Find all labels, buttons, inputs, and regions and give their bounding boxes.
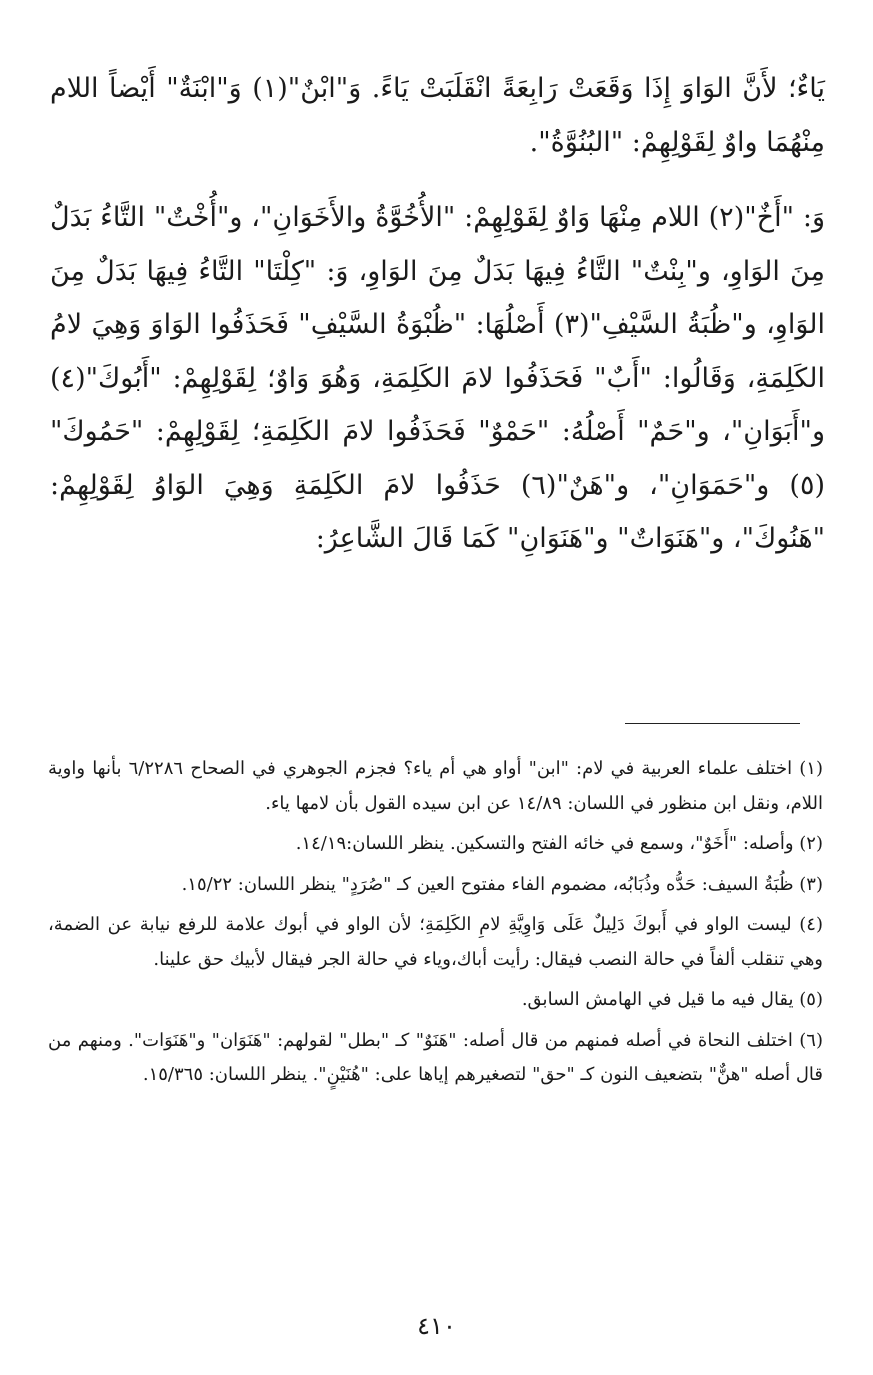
footnote-3: (٣) ظُبَةُ السيف: حَدُّه وذُبَابُه، مضموم الفاء مفتوح العين كـ "صُرَدٍ" ينظر اللسان: ١٥/٢٢. [181,873,823,895]
page-number: ٤١٠ [417,1312,456,1340]
footnotes [48,752,823,1099]
paragraph-1: يَاءٌ؛ لأَنَّ الوَاوَ إِذَا وَقَعَتْ رَابِعَةً انْقَلَبَتْ يَاءً. وَ"ابْنٌ"(١) وَ"ابْنَةٌ" أَيْضاً اللام مِنْهُمَا واوٌ لِقَوْلِهِمْ: "البُنُوَّةُ". [50,73,825,158]
footnote-6: (٦) اختلف النحاة في أصله فمنهم من قال أصله: "هَنَوٌ" كـ "بطل" لقولهم: "هَنَوَان" و"هَنَوَات". ومنهم من قال أصله "هنٌّ" بتضعيف النون كـ "حق" لتصغيرهم إياها على: "هُنَيْنٍ". ينظر اللسان: ١٥/٣٦٥. [48,1029,823,1085]
paragraph-2: وَ: "أَخٌ"(٢) اللام مِنْهَا وَاوٌ لِقَوْلِهِمْ: "الأُخُوَّةُ والأَخَوَانِ"، و"أُخْتٌ" التَّاءُ بَدَلٌ مِنَ الوَاوِ، و"بِنْتٌ" التَّاءُ فِيهَا بَدَلٌ مِنَ الوَاوِ، وَ: "كِلْتَا" التَّاءُ فِيهَا بَدَلٌ مِنَ الوَاوِ، و"ظُبَةُ السَّيْفِ"(٣) أَصْلُهَا: "ظُبْوَةُ السَّيْفِ" فَحَذَفُوا الوَاوَ وَهِيَ لامُ الكَلِمَةِ، وَقَالُوا: "أَبٌ" فَحَذَفُوا لامَ الكَلِمَةِ، وَهُوَ وَاوٌ؛ لِقَوْلِهِمْ: "أَبُوكَ"(٤) و"أَبَوَانِ"، و"حَمٌ" أَصْلُهُ: "حَمْوٌ" فَحَذَفُوا لامَ الكَلِمَةِ؛ لِقَوْلِهِمْ: "حَمُوكَ"(٥) و"حَمَوَانِ"، و"هَنٌ"(٦) حَذَفُوا لامَ الكَلِمَةِ وَهِيَ الوَاوُ لِقَوْلِهِمْ: "هَنُوكَ"، و"هَنَوَاتٌ" و"هَنَوَانِ" كَمَا قَالَ الشَّاعِرُ: [50,202,825,554]
footnote-1: (١) اختلف علماء العربية في لام: "ابن" أواو هي أم ياء؟ فجزم الجوهري في الصحاح ٦/٢٢٨٦ بأنها واوية اللام، ونقل ابن منظور في اللسان: ١٤/٨٩ عن ابن سيده القول بأن لامها ياء. [48,758,823,814]
footnote-4: (٤) ليست الواو في أَبوكَ دَلِيلٌ عَلَى وَاوِيَّةِ لامِ الكَلِمَةِ؛ لأن الواو في أبوك علامة للرفع نيابة عن الضمة، وهي تنقلب ألفاً في حالة النصب فيقال: رأيت أباك،وياء في حالة الجر فيقال لأبيك حق علينا. [48,914,823,970]
footnote-2: (٢) وأصله: "أَخَوٌ"، وسمع في خائه الفتح والتسكين. ينظر اللسان:١٤/١٩. [295,833,823,854]
main-text [50,62,825,566]
footnote-5: (٥) يقال فيه ما قيل في الهامش السابق. [521,989,823,1010]
footnote-divider [625,723,800,724]
